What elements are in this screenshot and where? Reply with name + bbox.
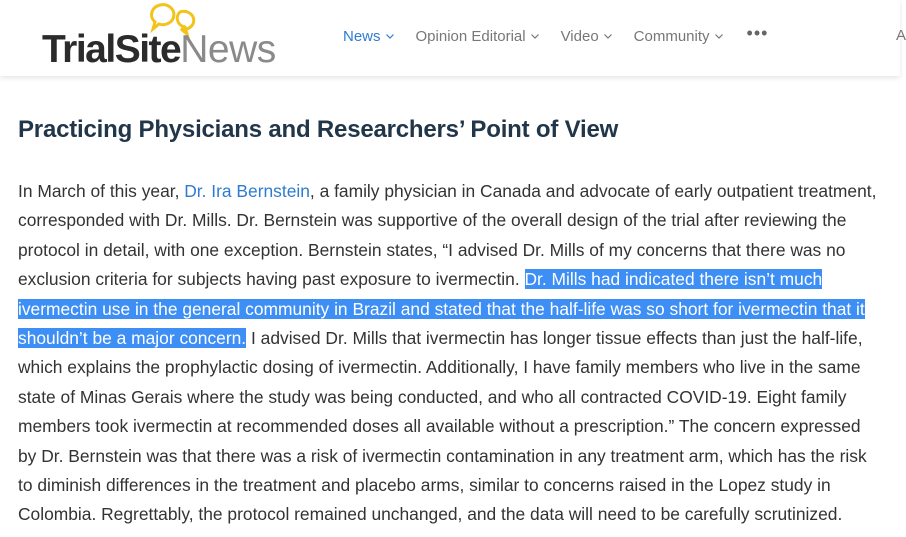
chevron-down-icon (531, 34, 539, 39)
selected-text[interactable]: Dr. Mills had indicated there isn’t much (524, 269, 823, 290)
nav-item-opinion-editorial[interactable] (416, 28, 539, 45)
paragraph-line: Colombia. Regrettably, the protocol remained unchanged, and the data will need to be carefully scrutinized. (18, 504, 843, 525)
text-segment: exclusion criteria for subjects having past exposure to ivermectin. (18, 269, 525, 290)
section-heading: Practicing Physicians and Researchers’ Point of View (18, 116, 619, 143)
paragraph-line: to diminish differences in the treatment and placebo arms, similar to concerns raised in the Lopez study in (18, 474, 831, 495)
nav-item-cut-off[interactable]: A (896, 27, 906, 44)
nav-item-news[interactable] (343, 28, 394, 45)
author-link[interactable]: Dr. Ira Bernstein (184, 181, 310, 201)
selected-text[interactable]: ivermectin use in the general community in Brazil and stated that the half-life was so short for ivermectin that it (18, 298, 865, 319)
nav-item-video[interactable] (561, 28, 612, 45)
paragraph-line: by Dr. Bernstein was that there was a risk of ivermectin contamination in any treatment arm, which has the risk (18, 445, 867, 466)
paragraph-line (18, 324, 898, 353)
paragraph-line: state of Minas Gerais where the study was being conducted, and who all contracted COVID-19. Eight family (18, 386, 847, 407)
main-navigation (343, 22, 769, 47)
text-segment: , a family physician in Canada and advocate of early outpatient treatment, (309, 181, 877, 201)
logo-wordmark-bold: TrialSite (42, 28, 181, 71)
site-header (0, 0, 906, 76)
nav-item-label: News (343, 27, 381, 45)
nav-item-label: Opinion Editorial (415, 27, 526, 45)
nav-item-label: Video (560, 27, 599, 45)
chevron-down-icon (715, 34, 723, 39)
chevron-down-icon (604, 34, 612, 39)
selected-text[interactable]: shouldn’t be a major concern. (18, 327, 247, 348)
text-segment: I advised Dr. Mills that ivermectin has longer tissue effects than just the half-life, (246, 327, 863, 348)
paragraph-line: corresponded with Dr. Mills. Dr. Bernstein was supportive of the overall design of the trial after reviewing the (18, 210, 847, 231)
paragraph-line (18, 295, 898, 324)
paragraph-line (18, 177, 898, 206)
paragraph-line (18, 265, 898, 294)
site-logo[interactable] (42, 8, 282, 70)
nav-item-community[interactable] (634, 28, 723, 45)
chevron-down-icon (386, 34, 394, 39)
text-segment: In March of this year, (18, 181, 185, 201)
article-paragraph (18, 177, 898, 530)
more-menu-icon[interactable]: ••• (746, 22, 769, 43)
paragraph-line: members took ivermectin at recommended doses all available without a prescription.” The concern expressed (18, 416, 861, 437)
paragraph-line: which explains the prophylactic dosing of ivermectin. Additionally, I have family members who live in the same (18, 357, 861, 378)
paragraph-line: protocol in detail, with one exception. Bernstein states, “I advised Dr. Mills of my concerns that there was no (18, 239, 846, 260)
nav-item-label: Community (633, 27, 710, 45)
logo-wordmark-light: News (180, 28, 276, 71)
logo-wordmark (42, 30, 276, 70)
